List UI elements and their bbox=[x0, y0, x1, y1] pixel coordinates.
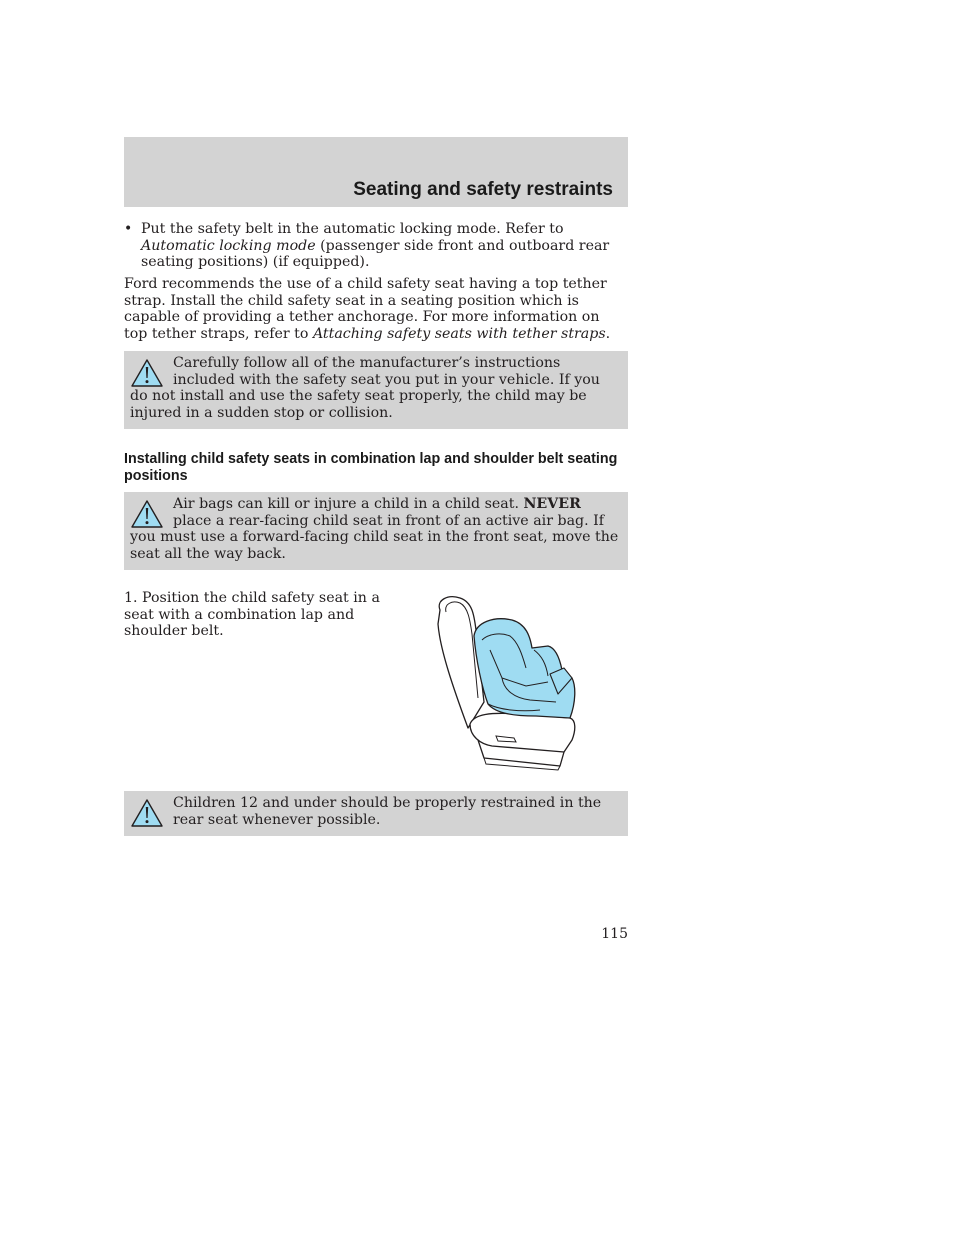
body-paragraph bbox=[124, 276, 624, 342]
warning-text-end: place a rear-facing child seat in front of an active air bag. If you must use a forward-facing child seat in the front seat, move the seat all the way back. bbox=[130, 512, 619, 562]
bullet-reference: Automatic locking mode bbox=[141, 237, 316, 254]
step-1-text: 1. Position the child safety seat in a seat with a combination lap and shoulder belt. bbox=[124, 590, 380, 639]
paragraph-reference: Attaching safety seats with tether straps bbox=[312, 325, 606, 342]
warning-triangle-icon bbox=[130, 798, 164, 828]
paragraph-text-end: . bbox=[605, 325, 611, 342]
warning-box-instructions bbox=[124, 351, 628, 429]
bullet-text-start: Put the safety belt in the automatic locking mode. Refer to bbox=[141, 221, 564, 237]
warning-text: Children 12 and under should be properly restrained in the rear seat whenever possible. bbox=[173, 795, 602, 828]
bullet-text-end: (passenger side front and outboard rear seating positions) (if equipped). bbox=[141, 237, 610, 270]
bullet-text bbox=[141, 221, 628, 271]
page-header bbox=[124, 137, 628, 207]
warning-text-start: Air bags can kill or injure a child in a child seat. bbox=[173, 496, 524, 512]
section-title: Seating and safety restraints bbox=[353, 179, 613, 200]
warning-triangle-icon bbox=[130, 358, 164, 388]
bullet-item bbox=[124, 221, 628, 271]
bullet-symbol: • bbox=[124, 221, 133, 237]
child-seat-illustration bbox=[430, 590, 590, 775]
warning-box-children bbox=[124, 791, 628, 836]
warning-text: Carefully follow all of the manufacturer’s instructions included with the safety seat you put in your vehicle. If you do not install and use the safety seat properly, the child may be injured in a sudden stop or collision. bbox=[130, 355, 600, 421]
warning-text bbox=[130, 496, 620, 562]
warning-box-airbag bbox=[124, 492, 628, 570]
warning-emphasis: NEVER bbox=[523, 496, 581, 512]
subsection-heading: Installing child safety seats in combination lap and shoulder belt seating positions bbox=[124, 451, 618, 484]
warning-triangle-icon bbox=[130, 499, 164, 529]
paragraph-text-start: Ford recommends the use of a child safety seat having a top tether strap. Install the child safety seat in a seating position which is capable of providing a tether anchorage. For more information on top tether straps, refer to bbox=[124, 276, 607, 342]
page-number: 115 bbox=[601, 926, 628, 942]
